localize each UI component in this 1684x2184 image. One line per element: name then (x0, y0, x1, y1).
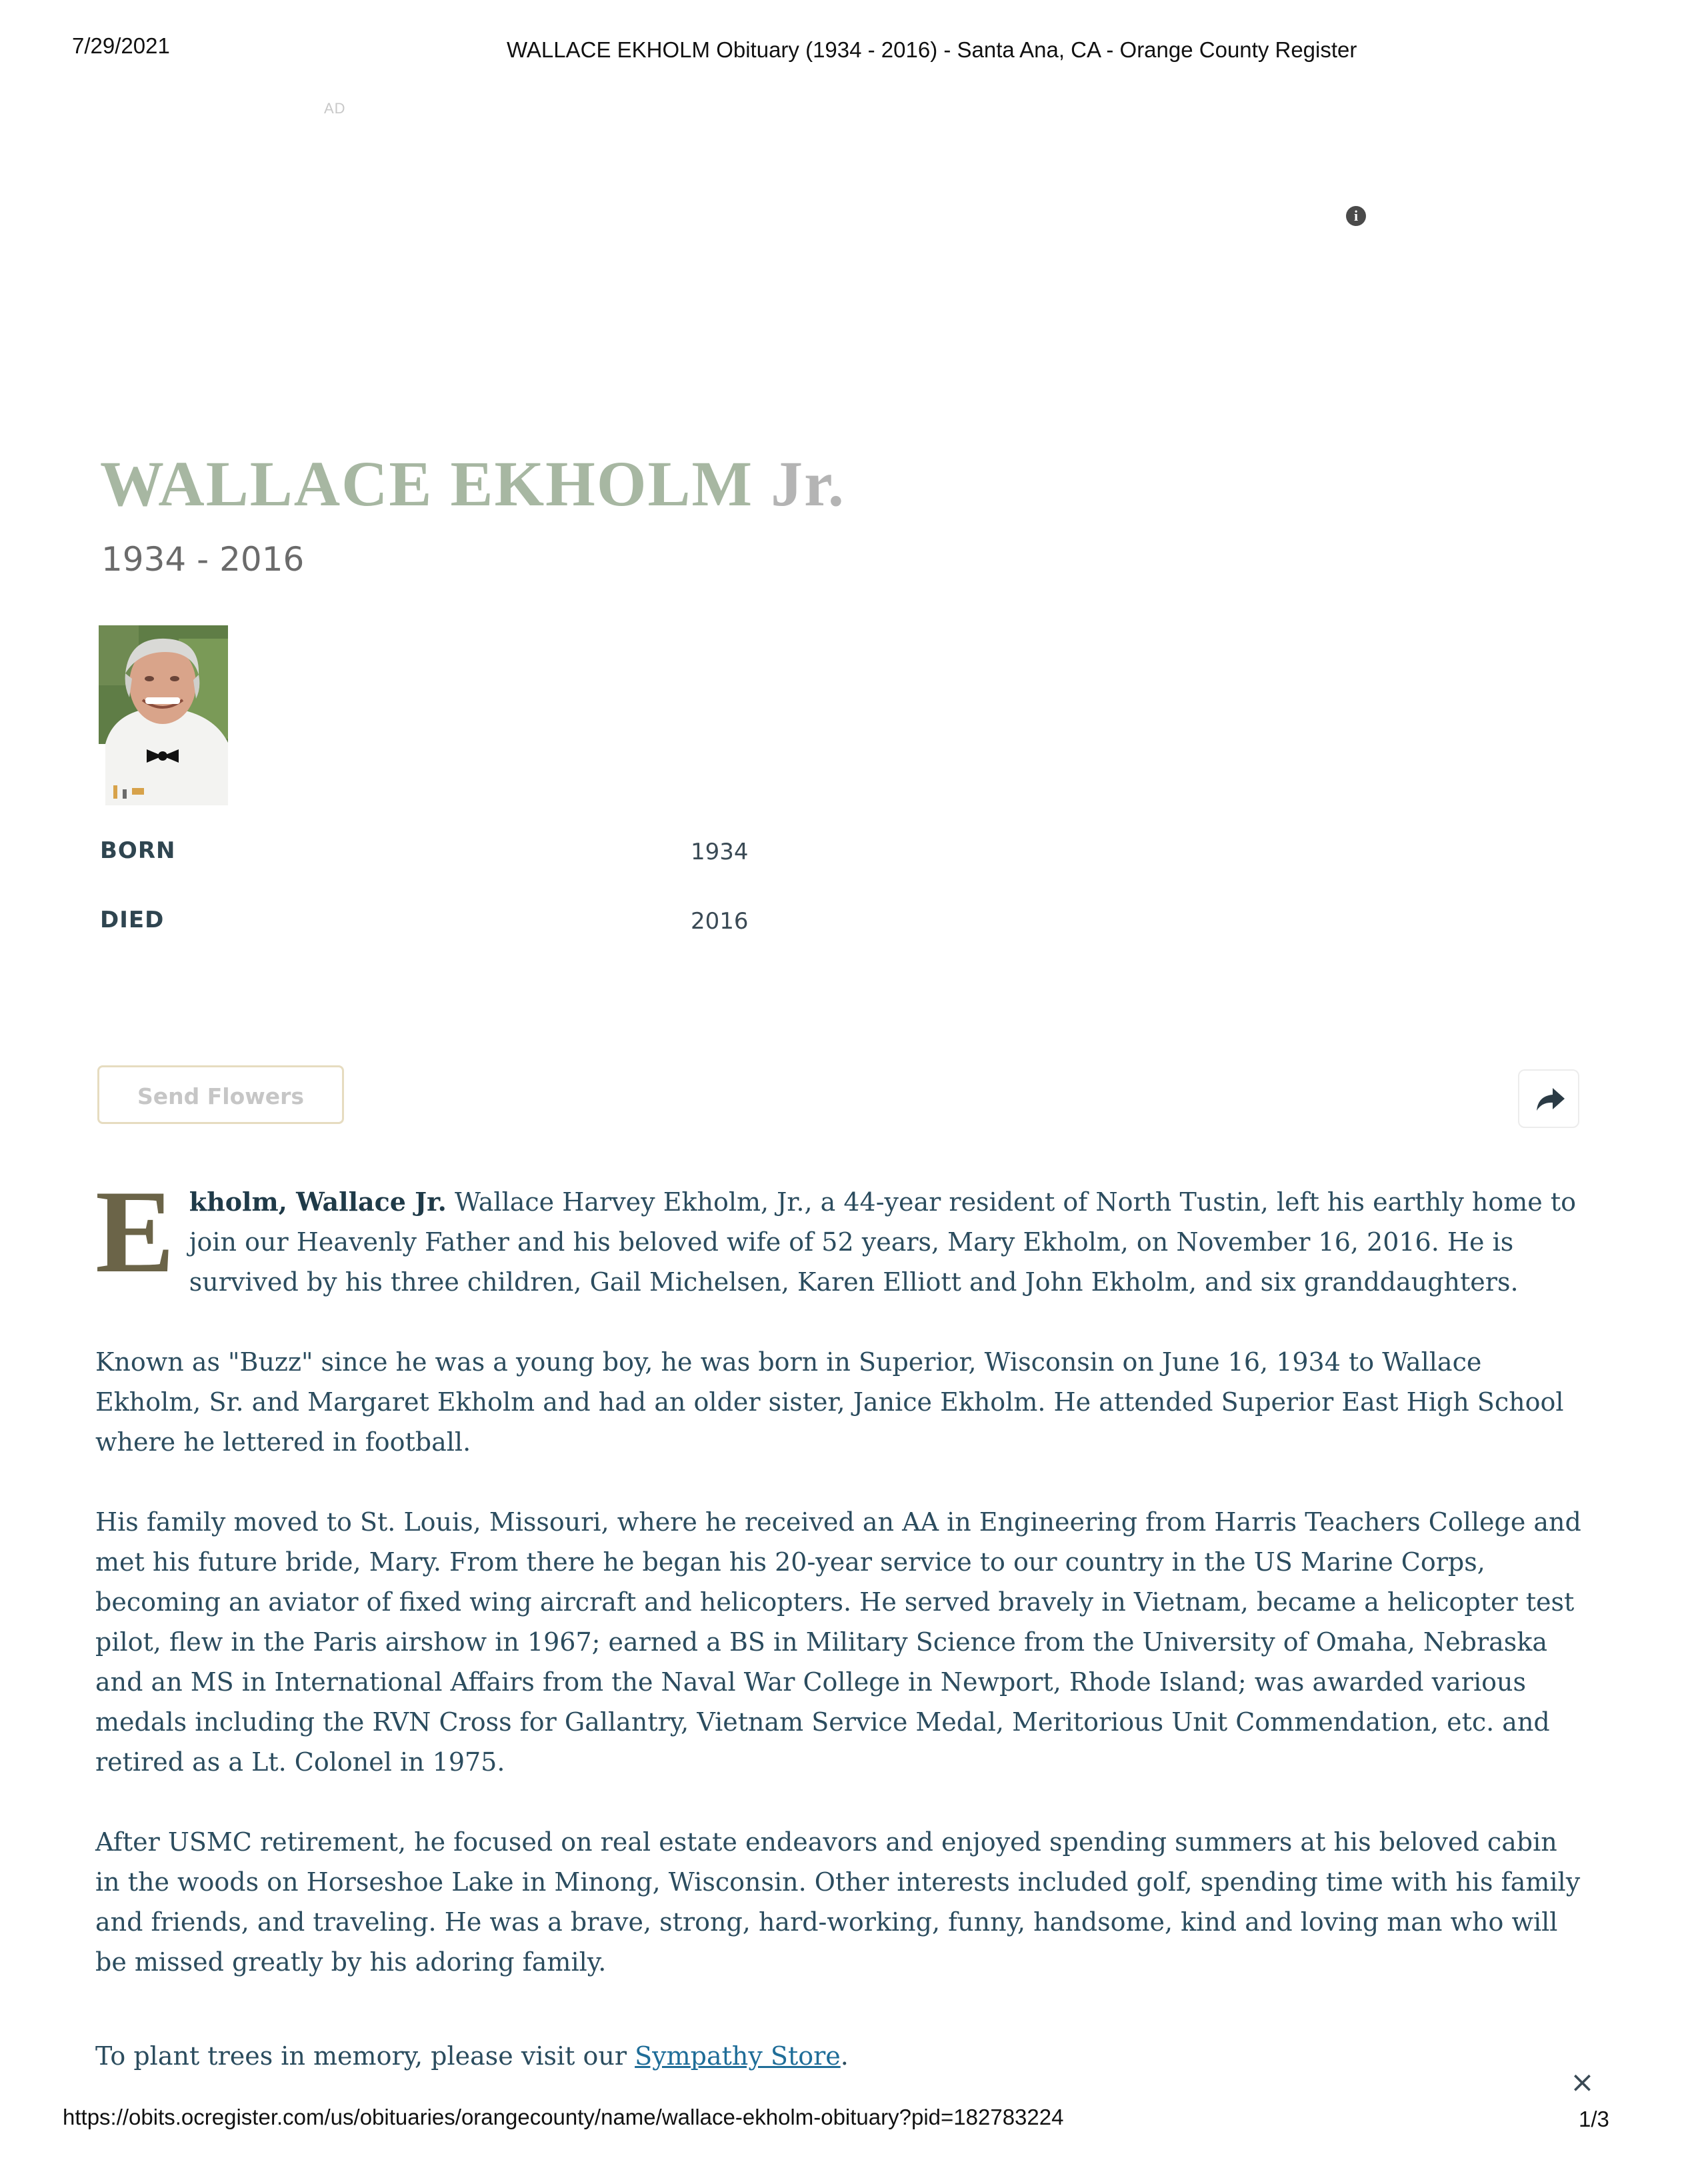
info-icon[interactable]: i (1346, 206, 1366, 226)
obituary-paragraph: His family moved to St. Louis, Missouri, where he received an AA in Engineering from Harris Teachers College and met his future bride, Mary. From there he began his 20-year service to our country in the US Marine Corps, becoming an aviator of fixed wing aircraft and helicopters. He served bravely in Vietnam, became a helicopter test pilot, flew in the Paris airshow in 1967; earned a BS in Military Science from the University of Omaha, Nebraska and an MS in International Affairs from the Naval War College in Newport, Rhode Island; was awarded various medals including the RVN Cross for Gallantry, Vietnam Service Medal, Meritorious Unit Commendation, etc. and retired as a Lt. Colonel in 1975. (95, 1507, 1581, 1777)
name-text: WALLACE EKHOLM (100, 448, 754, 519)
obituary-paragraph (95, 1165, 1582, 1302)
born-value: 1934 (691, 839, 749, 865)
life-years: 1934 - 2016 (101, 540, 305, 579)
paragraph-1-text: Wallace Harvey Ekholm, Jr., a 44-year resident of North Tustin, left his earthly home to join our Heavenly Father and his beloved wife of 52 years, Mary Ekholm, on November 16, 2016. He is survived by his three children, Gail Michelsen, Karen Elliott and John Ekholm, and six granddaughters. (189, 1187, 1576, 1297)
plant-trees-end: . (840, 2041, 849, 2071)
obituary-text (95, 1165, 1582, 2022)
share-button[interactable] (1518, 1069, 1579, 1128)
born-label: BORN (100, 837, 176, 864)
obituary-paragraph: Known as "Buzz" since he was a young boy, he was born in Superior, Wisconsin on June 16, 1934 to Wallace Ekholm, Sr. and Margaret Ekholm and had an older sister, Janice Ekholm. He attended Superior East High School where he lettered in football. (95, 1347, 1564, 1457)
print-url: https://obits.ocregister.com/us/obituaries/orangecounty/name/wallace-ekholm-obituary?pid=182783224 (63, 2105, 1064, 2129)
print-page-number: 1/3 (1579, 2107, 1609, 2131)
obituary-paragraph: After USMC retirement, he focused on real estate endeavors and enjoyed spending summers at his beloved cabin in the woods on Horseshoe Lake in Minong, Wisconsin. Other interests included golf, spending time with his family and friends, and traveling. He was a brave, strong, hard-working, funny, handsome, kind and loving man who will be missed greatly by his adoring family. (95, 1827, 1581, 1977)
print-date: 7/29/2021 (72, 33, 170, 58)
plant-trees-text: To plant trees in memory, please visit our (95, 2041, 627, 2071)
print-page-title: WALLACE EKHOLM Obituary (1934 - 2016) - Santa Ana, CA - Orange County Register (507, 37, 1357, 62)
lead-name: kholm, Wallace Jr. (189, 1187, 447, 1217)
portrait-photo (99, 625, 228, 805)
died-value: 2016 (691, 908, 749, 935)
close-icon[interactable]: × (1570, 2065, 1595, 2099)
plant-trees-note (95, 2041, 849, 2071)
name-suffix: Jr. (771, 448, 845, 519)
obituary-name (100, 447, 845, 521)
share-icon (1534, 1085, 1566, 1115)
died-label: DIED (100, 907, 165, 933)
drop-cap: E (95, 1165, 175, 1297)
sympathy-store-link[interactable]: Sympathy Store (635, 2041, 841, 2071)
ad-label: AD (324, 100, 346, 117)
send-flowers-button[interactable]: Send Flowers (97, 1065, 344, 1124)
